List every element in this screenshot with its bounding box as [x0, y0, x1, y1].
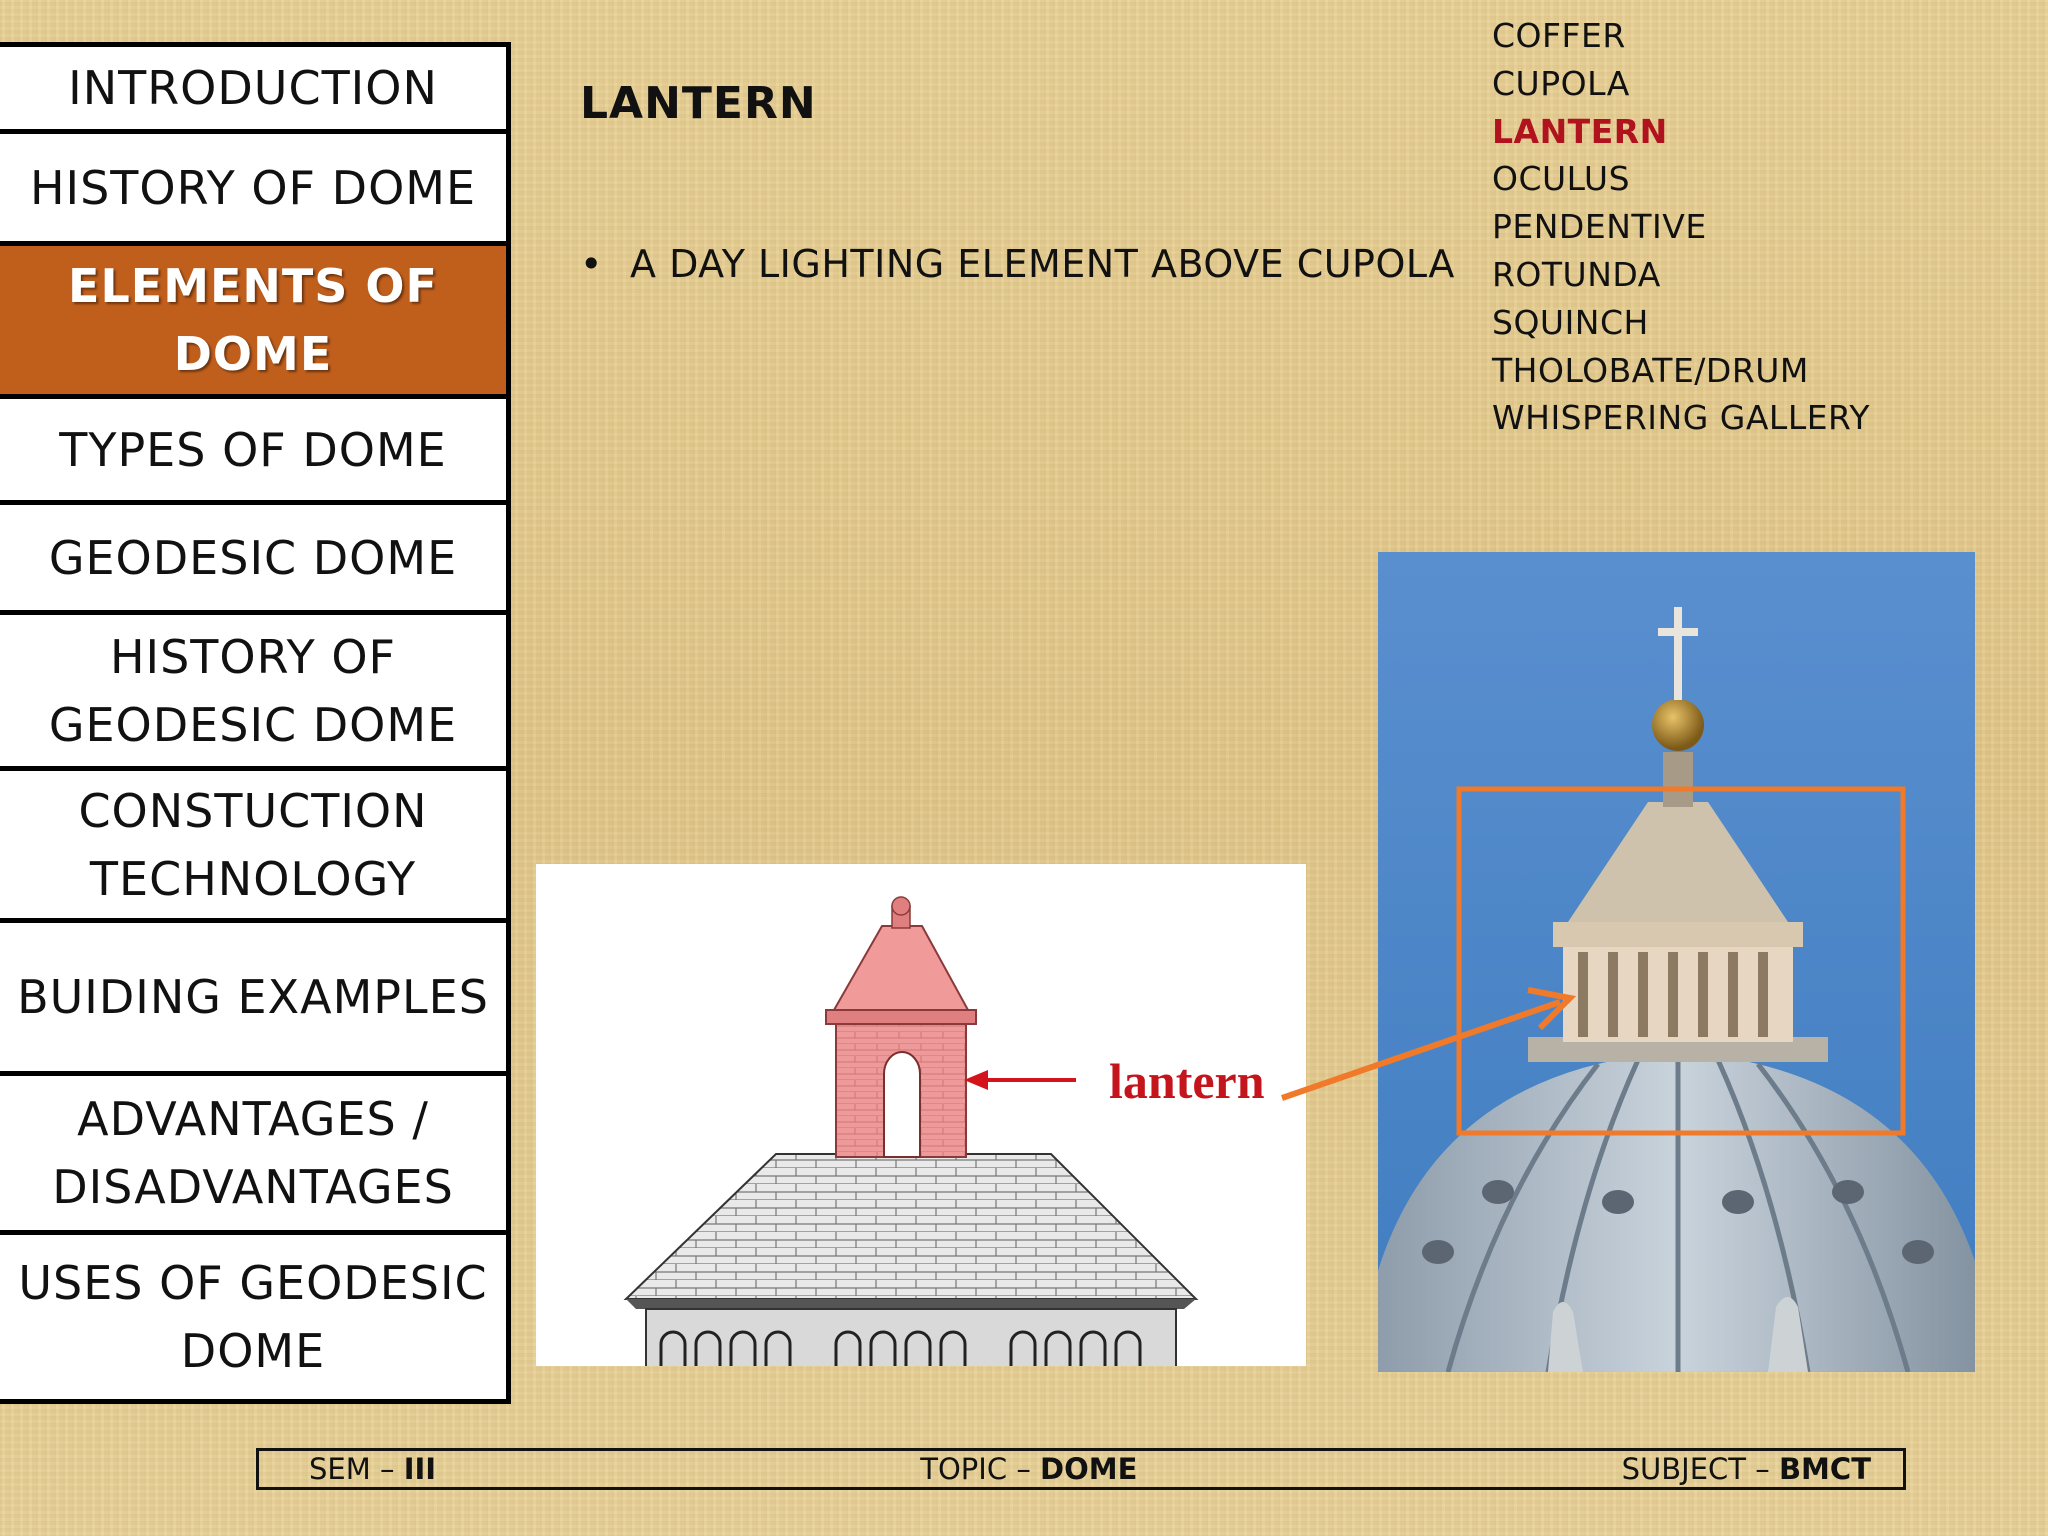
bullet-point: [580, 242, 1455, 286]
sidebar-nav: [0, 42, 511, 1404]
lantern-entablature: [1553, 922, 1803, 947]
lantern-cap: [834, 926, 968, 1010]
roof-eave: [626, 1299, 1196, 1309]
bullet-text: A DAY LIGHTING ELEMENT ABOVE CUPOLA: [630, 242, 1455, 286]
page-title: LANTERN: [580, 78, 817, 129]
topic-item-oculus[interactable]: OCULUS: [1492, 159, 1631, 199]
nav-history-of-dome[interactable]: HISTORY OF DOME: [0, 134, 506, 246]
gold-ball: [1652, 699, 1704, 751]
footer-sem: [309, 1452, 436, 1486]
topic-item-squinch[interactable]: SQUINCH: [1492, 302, 1649, 342]
lantern-cornice: [826, 1010, 976, 1024]
lantern-finial-ball: [892, 897, 910, 915]
nav-history-of-geodesic-dome[interactable]: HISTORY OF GEODESIC DOME: [0, 615, 506, 771]
label-arrow-head: [964, 1070, 988, 1090]
lantern-label: lantern: [1109, 1053, 1265, 1109]
footer-sem-label: SEM –: [309, 1452, 404, 1486]
footer-topic-value: DOME: [1040, 1452, 1138, 1486]
nav-introduction[interactable]: INTRODUCTION: [0, 47, 506, 134]
dome-photo: [1378, 552, 1975, 1372]
dome-photo-svg: [1378, 552, 1975, 1372]
topic-item-cupola[interactable]: CUPOLA: [1492, 63, 1630, 103]
drum-base: [646, 1309, 1176, 1366]
footer-subject: [1622, 1452, 1871, 1486]
footer-bar: [256, 1448, 1906, 1490]
topic-item-lantern[interactable]: LANTERN: [1492, 111, 1668, 151]
nav-building-examples[interactable]: BUIDING EXAMPLES: [0, 923, 506, 1076]
nav-advantages-disadvantages[interactable]: ADVANTAGES / DISADVANTAGES: [0, 1076, 506, 1235]
topic-item-coffer[interactable]: COFFER: [1492, 16, 1626, 55]
bullet-dot: •: [580, 242, 603, 286]
lantern-opening: [884, 1052, 920, 1157]
footer-subject-label: SUBJECT –: [1621, 1452, 1779, 1486]
topic-list: [1492, 12, 1870, 442]
nav-types-of-dome[interactable]: TYPES OF DOME: [0, 399, 506, 505]
footer-subject-value: BMCT: [1778, 1452, 1871, 1486]
nav-geodesic-dome[interactable]: GEODESIC DOME: [0, 505, 506, 615]
lantern-drawing-svg: [536, 864, 1306, 1366]
lantern-spire: [1663, 752, 1693, 807]
nav-construction-technology[interactable]: CONSTUCTION TECHNOLOGY: [0, 771, 506, 923]
footer-topic-label: TOPIC –: [920, 1452, 1041, 1486]
nav-uses-of-geodesic-dome[interactable]: USES OF GEODESIC DOME: [0, 1235, 506, 1399]
footer-topic: [920, 1452, 1137, 1486]
roof-shape: [626, 1154, 1196, 1299]
nav-elements-of-dome[interactable]: ELEMENTS OF DOME: [0, 246, 506, 399]
topic-item-pendentive[interactable]: PENDENTIVE: [1492, 207, 1707, 247]
lantern-drawing: [536, 864, 1306, 1366]
topic-item-whispering-gallery[interactable]: WHISPERING GALLERY: [1492, 398, 1871, 438]
footer-sem-value: III: [403, 1452, 437, 1486]
topic-item-rotunda[interactable]: ROTUNDA: [1492, 254, 1661, 294]
topic-item-tholobate-drum[interactable]: THOLOBATE/DRUM: [1492, 350, 1809, 390]
